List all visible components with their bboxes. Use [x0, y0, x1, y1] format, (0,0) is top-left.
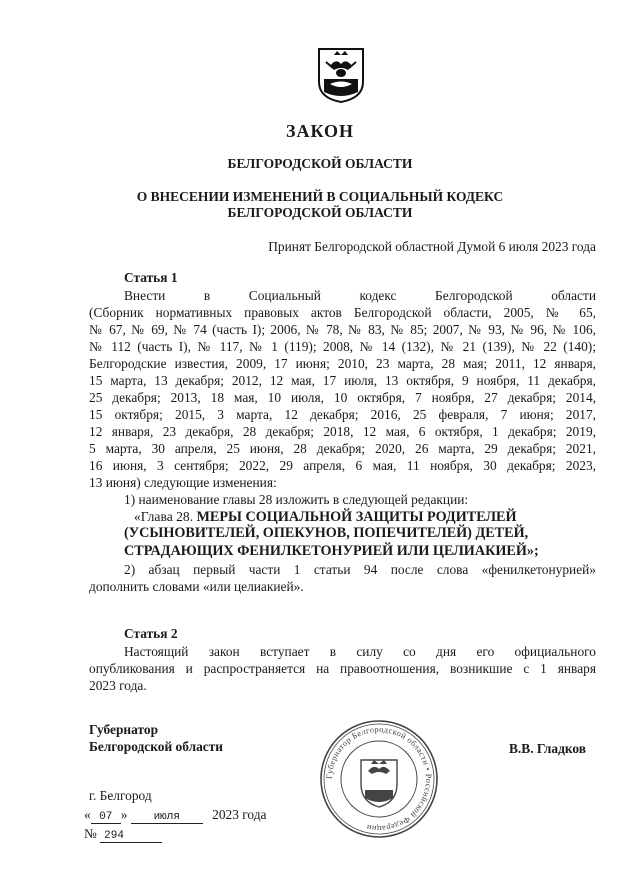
- chapter-title-line2: (УСЫНОВИТЕЛЕЙ, ОПЕКУНОВ, ПОПЕЧИТЕЛЕЙ) ДЕТЕЙ,: [124, 525, 529, 541]
- document-number: 294: [100, 830, 162, 843]
- date-close-quote: »: [120, 807, 128, 822]
- signatory-region: Белгородской области: [89, 739, 224, 754]
- document-type: ЗАКОН: [285, 121, 355, 141]
- article1-line: 25 декабря; 2013, 18 мая, 10 июля, 10 октября, 7 ноября, 27 декабря; 2014,: [89, 390, 596, 405]
- amendment-item-2: 2) абзац первый части 1 статьи 94 после слова «фенилкетонурией»: [124, 562, 596, 577]
- region-title: БЕЛГОРОДСКОЙ ОБЛАСТИ: [227, 156, 413, 171]
- article1-line: 5 марта, 30 апреля, 25 июня, 28 декабря; 2020, 26 марта, 29 декабря; 2021,: [89, 441, 596, 456]
- article2-heading: Статья 2: [124, 626, 178, 641]
- chapter-title-text: МЕРЫ СОЦИАЛЬНОЙ ЗАЩИТЫ РОДИТЕЛЕЙ: [196, 509, 517, 525]
- svg-text:Губернатор Белгородской област: Губернатор Белгородской области • Российской Федерации: [324, 724, 434, 834]
- law-title-line2: БЕЛГОРОДСКОЙ ОБЛАСТИ: [227, 205, 413, 220]
- article1-line: 16 июня, 3 сентября; 2022, 29 апреля, 6 мая, 11 ноября, 30 декабря; 2023,: [89, 458, 596, 473]
- number-line: [84, 826, 162, 843]
- date-year: 2023 года: [212, 807, 267, 822]
- article1-line: 12 января, 23 декабря, 28 декабря; 2018, 12 мая, 6 октября, 1 декабря; 2019,: [89, 424, 596, 439]
- chapter-title-line1: [134, 508, 517, 526]
- date-line: [84, 807, 266, 824]
- date-open-quote: «: [84, 807, 91, 822]
- date-month: июля: [131, 811, 203, 824]
- article2-line: Настоящий закон вступает в силу со дня его официального: [124, 644, 596, 659]
- article1-line: 15 марта, 13 декабря; 2012, 12 мая, 17 июля, 13 октября, 9 ноября, 11 декабря,: [89, 373, 596, 388]
- number-sign: №: [84, 826, 97, 841]
- article1-line: 13 июня) следующие изменения:: [89, 475, 277, 490]
- article1-line: 15 октября; 2015, 3 марта, 12 декабря; 2016, 25 февраля, 7 июня; 2017,: [89, 407, 596, 422]
- chapter-prefix: «Глава 28.: [134, 509, 194, 524]
- coat-of-arms-emblem: [316, 46, 366, 104]
- official-seal-stamp: [318, 718, 440, 840]
- chapter-title-line3: СТРАДАЮЩИХ ФЕНИЛКЕТОНУРИЕЙ ИЛИ ЦЕЛИАКИЕЙ»;: [124, 543, 539, 559]
- article1-line: № 112 (часть I), № 117, № 1 (119); 2008, № 14 (132), № 21 (139), № 22 (140);: [89, 339, 596, 354]
- article1-line: Внести в Социальный кодекс Белгородской области: [124, 288, 596, 303]
- city-line: г. Белгород: [89, 788, 152, 803]
- article2-line: 2023 года.: [89, 678, 147, 693]
- article1-heading: Статья 1: [124, 270, 178, 285]
- article1-line: № 67, № 69, № 74 (часть I); 2006, № 78, № 83, № 85; 2007, № 93, № 96, № 106,: [89, 322, 596, 337]
- date-day: 07: [91, 811, 121, 824]
- article1-line: Белгородские известия, 2009, 17 июня; 2010, 23 марта, 28 мая; 2011, 12 января,: [89, 356, 596, 371]
- article1-line: (Сборник нормативных правовых актов Белгородской области, 2005, № 65,: [89, 305, 596, 320]
- law-title-line1: О ВНЕСЕНИИ ИЗМЕНЕНИЙ В СОЦИАЛЬНЫЙ КОДЕКС: [136, 189, 504, 204]
- signatory-name: В.В. Гладков: [509, 741, 587, 756]
- adoption-statement: Принят Белгородской областной Думой 6 июля 2023 года: [268, 239, 596, 254]
- amendment-item-2-cont: дополнить словами «или целиакией».: [89, 579, 304, 594]
- article2-line: опубликования и распространяется на правоотношения, возникшие с 1 января: [89, 661, 596, 676]
- amendment-item-1: 1) наименование главы 28 изложить в следующей редакции:: [124, 492, 469, 507]
- signatory-title: Губернатор: [89, 722, 159, 737]
